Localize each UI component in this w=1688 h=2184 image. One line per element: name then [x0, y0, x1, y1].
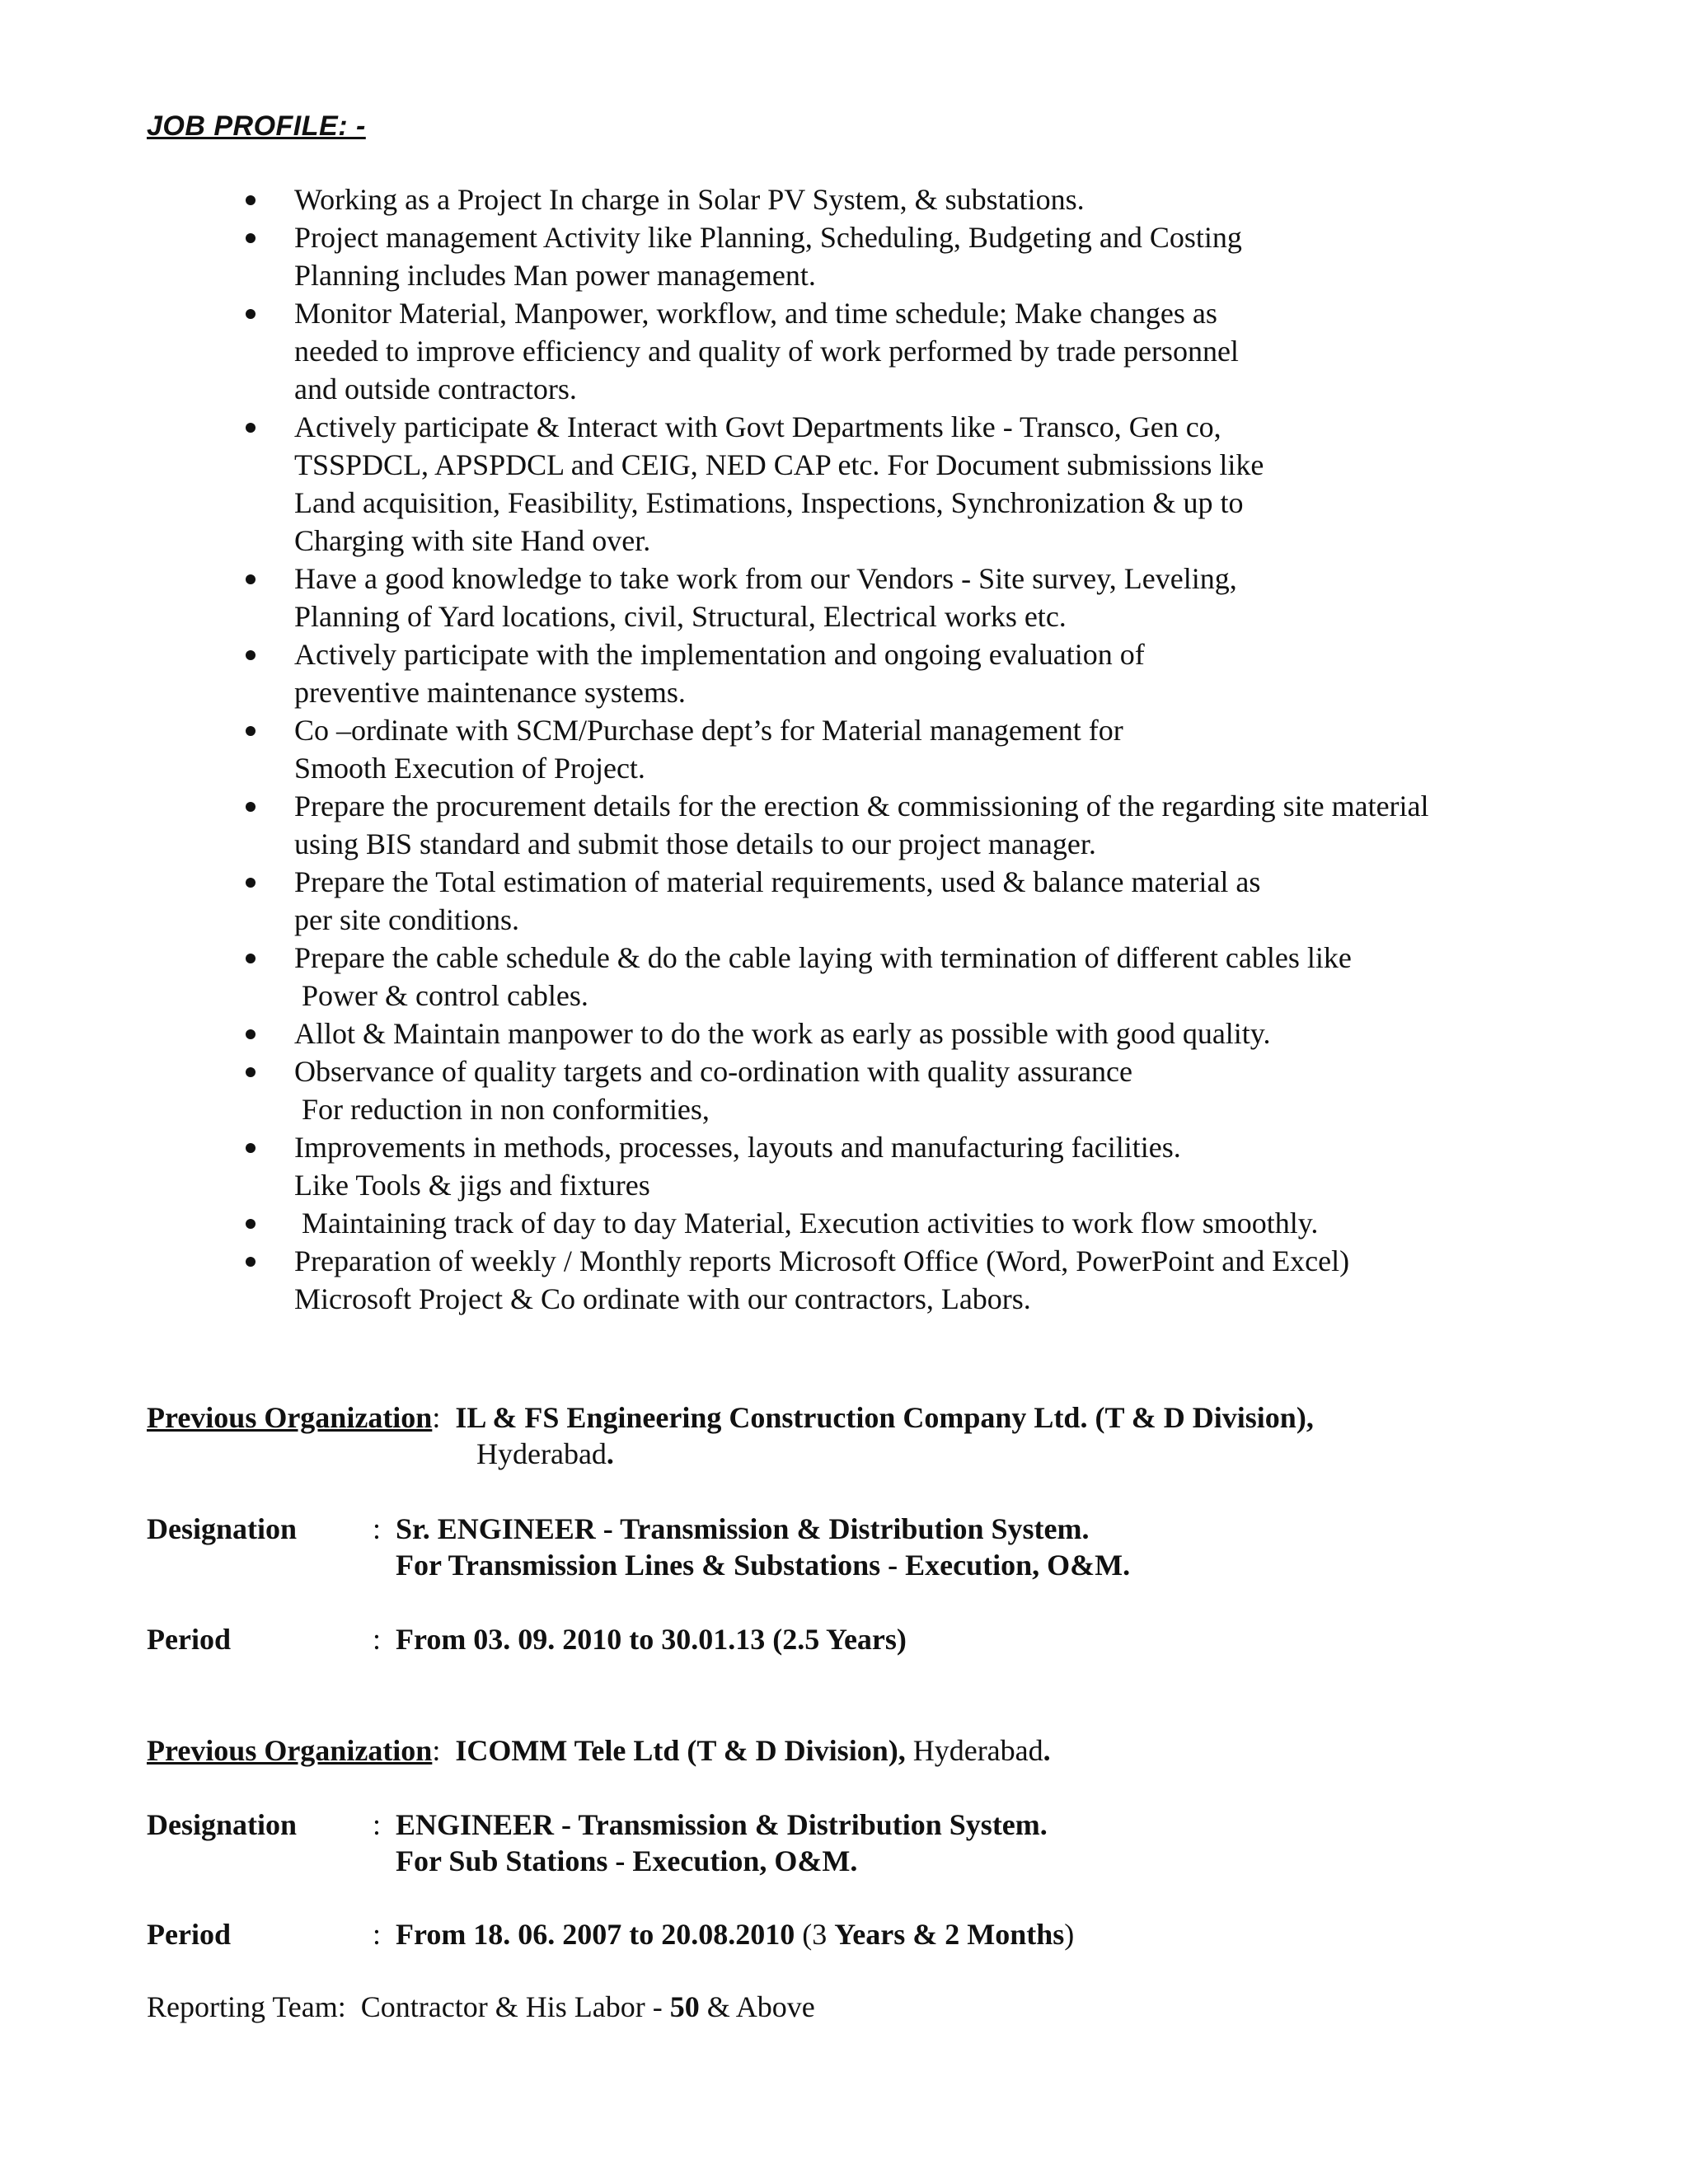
job-profile-bullet-list — [0, 180, 1688, 1318]
bullet-dot-icon — [246, 233, 256, 243]
bullet-dot-icon — [246, 1067, 256, 1077]
bullet-dot-icon — [246, 726, 256, 736]
bullet-text-line: Actively participate with the implementation and ongoing evaluation of — [294, 638, 1145, 671]
org1-designation-line1: Sr. ENGINEER - Transmission & Distribution System. — [396, 1512, 1090, 1545]
org2-colon: : — [432, 1734, 441, 1767]
org1-designation-line2: For Transmission Lines & Substations - Execution, O&M. — [396, 1549, 1131, 1582]
org2-period-open: (3 — [802, 1918, 828, 1951]
bullet-text-line: Have a good knowledge to take work from our Vendors - Site survey, Leveling, — [294, 562, 1237, 595]
org2-period-value — [396, 1915, 1074, 1953]
org2-period-label: Period — [147, 1918, 231, 1951]
job-profile-bullet — [0, 180, 1688, 218]
bullet-dot-icon — [246, 574, 256, 584]
bullet-text-line: Microsoft Project & Co ordinate with our contractors, Labors. — [294, 1282, 1031, 1315]
bullet-text-line: Actively participate & Interact with Govt Departments like - Transco, Gen co, — [294, 410, 1221, 443]
bullet-text-line: Charging with site Hand over. — [294, 524, 651, 557]
org1-name: IL & FS Engineering Construction Company Ltd. (T & D Division), — [455, 1401, 1314, 1434]
bullet-text-line: needed to improve efficiency and quality of work performed by trade personnel — [294, 335, 1239, 368]
bullet-dot-icon — [246, 650, 256, 660]
bullet-text-line: Planning of Yard locations, civil, Structural, Electrical works etc. — [294, 600, 1067, 633]
bullet-text-line: Prepare the cable schedule & do the cable laying with termination of different cables like — [294, 941, 1352, 974]
bullet-dot-icon — [246, 954, 256, 963]
bullet-dot-icon — [246, 878, 256, 888]
bullet-dot-icon — [246, 1029, 256, 1039]
org2-label: Previous Organization — [147, 1734, 433, 1767]
org1-period-colon: : — [373, 1623, 382, 1656]
bullet-text-line: preventive maintenance systems. — [294, 676, 686, 709]
org1-city-period: . — [606, 1437, 614, 1470]
reporting-team-line — [147, 1988, 815, 2026]
bullet-text-line: Like Tools & jigs and fixtures — [294, 1169, 650, 1202]
org2-designation-line1: ENGINEER - Transmission & Distribution System. — [396, 1808, 1048, 1841]
bullet-text-line: Project management Activity like Planning, Scheduling, Budgeting and Costing — [294, 221, 1242, 254]
bullet-text-line: TSSPDCL, APSPDCL and CEIG, NED CAP etc. For Document submissions like — [294, 448, 1264, 481]
org1-designation-colon: : — [373, 1512, 382, 1545]
bullet-text-line: per site conditions. — [294, 903, 519, 936]
org1-designation-label: Designation — [147, 1512, 298, 1545]
bullet-text-line: Improvements in methods, processes, layouts and manufacturing facilities. — [294, 1131, 1181, 1164]
job-profile-bullet — [0, 1242, 1688, 1318]
org1-label: Previous Organization — [147, 1401, 433, 1434]
reporting-team-suffix: & Above — [706, 1990, 815, 2023]
org2-designation-line2: For Sub Stations - Execution, O&M. — [396, 1844, 858, 1877]
job-profile-bullet — [0, 863, 1688, 939]
org1-period-label: Period — [147, 1623, 231, 1656]
bullet-dot-icon — [246, 802, 256, 812]
bullet-text-line: Power & control cables. — [294, 979, 588, 1012]
job-profile-bullet — [0, 939, 1688, 1015]
bullet-text-line: Land acquisition, Feasibility, Estimations, Inspections, Synchronization & up to — [294, 486, 1244, 519]
org1-city: Hyderabad — [476, 1437, 607, 1470]
bullet-text-line: Observance of quality targets and co-ordination with quality assurance — [294, 1055, 1133, 1088]
bullet-text-line: and outside contractors. — [294, 373, 577, 405]
job-profile-bullet — [0, 635, 1688, 711]
job-profile-bullet — [0, 1128, 1688, 1204]
bullet-text-line: Preparation of weekly / Monthly reports Microsoft Office (Word, PowerPoint and Excel) — [294, 1244, 1350, 1277]
bullet-text-line: Prepare the Total estimation of material requirements, used & balance material as — [294, 865, 1261, 898]
job-profile-heading: JOB PROFILE: - — [147, 110, 366, 142]
org1-city-line — [476, 1435, 614, 1473]
bullet-dot-icon — [246, 1143, 256, 1153]
org2-period-dates: From 18. 06. 2007 to 20.08.2010 — [396, 1918, 795, 1951]
bullet-text-line: Co –ordinate with SCM/Purchase dept’s for Material management for — [294, 714, 1123, 747]
reporting-team-count: 50 — [669, 1990, 700, 2023]
org2-designation-colon: : — [373, 1808, 382, 1841]
job-profile-bullet — [0, 560, 1688, 635]
bullet-text-line: Prepare the procurement details for the erection & commissioning of the regarding site material — [294, 790, 1429, 823]
org2-period-duration: Years & 2 Months — [834, 1918, 1065, 1951]
bullet-dot-icon — [246, 423, 256, 433]
job-profile-bullet — [0, 787, 1688, 863]
job-profile-bullet — [0, 1052, 1688, 1128]
org2-period-close: ) — [1064, 1918, 1075, 1951]
job-profile-bullet — [0, 408, 1688, 560]
org2-period-colon: : — [373, 1918, 382, 1951]
org2-line — [147, 1732, 1051, 1769]
reporting-team-label: Reporting Team: Contractor & His Labor - — [147, 1990, 663, 2023]
bullet-text-line: Smooth Execution of Project. — [294, 752, 645, 785]
bullet-text-line: using BIS standard and submit those details to our project manager. — [294, 827, 1096, 860]
job-profile-bullet — [0, 294, 1688, 408]
job-profile-bullet — [0, 218, 1688, 294]
bullet-dot-icon — [246, 195, 256, 205]
bullet-text-line: For reduction in non conformities, — [294, 1093, 710, 1126]
org1-line — [147, 1399, 1314, 1436]
job-profile-bullet — [0, 711, 1688, 787]
org2-name: ICOMM Tele Ltd (T & D Division), — [455, 1734, 906, 1767]
org1-period-value: From 03. 09. 2010 to 30.01.13 (2.5 Years) — [396, 1623, 907, 1656]
bullet-text-line: Monitor Material, Manpower, workflow, and time schedule; Make changes as — [294, 297, 1217, 330]
bullet-text-line: Allot & Maintain manpower to do the work as early as possible with good quality. — [294, 1017, 1271, 1050]
bullet-dot-icon — [246, 1219, 256, 1229]
bullet-text-line: Planning includes Man power management. — [294, 259, 816, 292]
bullet-dot-icon — [246, 1257, 256, 1267]
job-profile-bullet — [0, 1204, 1688, 1242]
bullet-dot-icon — [246, 309, 256, 319]
org2-city-period: . — [1043, 1734, 1051, 1767]
bullet-text-line: Maintaining track of day to day Material, Execution activities to work flow smoothly. — [294, 1207, 1319, 1240]
job-profile-bullet — [0, 1015, 1688, 1052]
bullet-text-line: Working as a Project In charge in Solar PV System, & substations. — [294, 183, 1085, 216]
org2-designation-label: Designation — [147, 1808, 298, 1841]
org1-colon: : — [432, 1401, 441, 1434]
org2-city: Hyderabad — [912, 1734, 1043, 1767]
